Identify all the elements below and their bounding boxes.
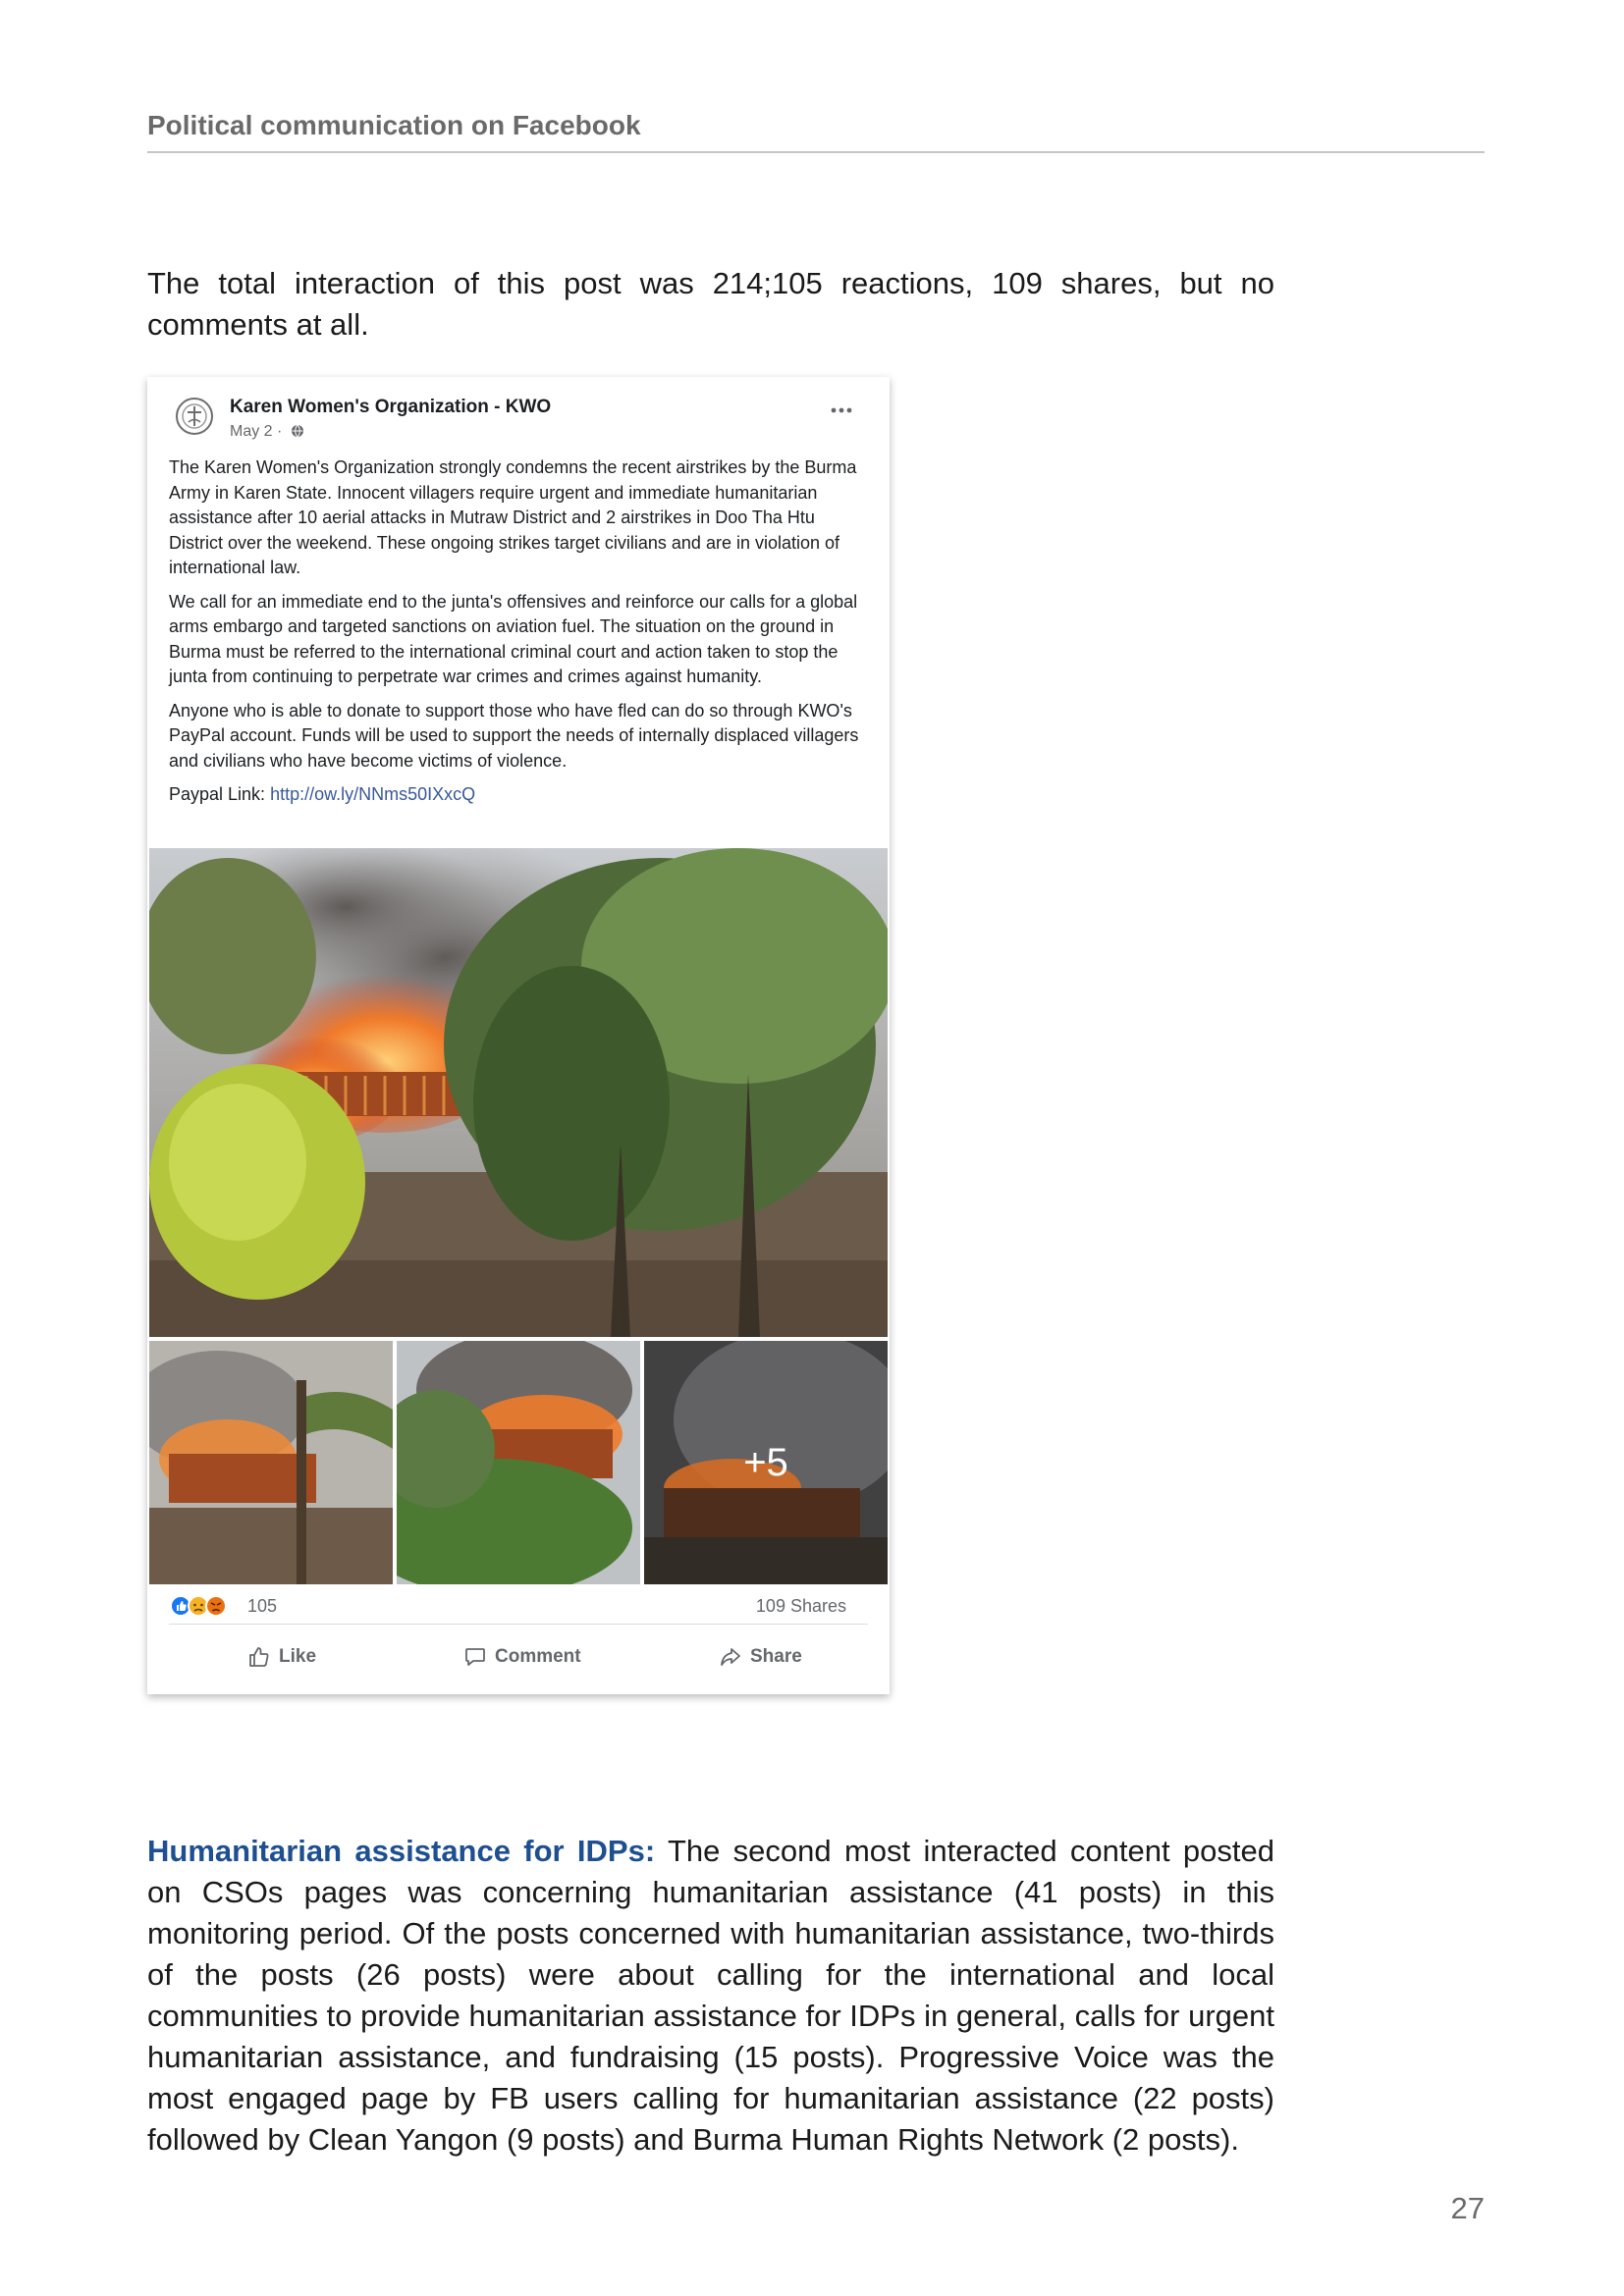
more-photos-overlay[interactable]: +5: [644, 1341, 888, 1584]
intro-paragraph: The total interaction of this post was 214;105 reactions, 109 shares, but no comments at all.: [147, 266, 1274, 342]
post-actions: [169, 1635, 868, 1679]
comment-icon: [463, 1645, 487, 1669]
post-paragraph: We call for an immediate end to the junta's offensives and reinforce our calls for a global arms embargo and targeted sanctions on aviation fuel. The situation on the ground in Burma must be referred to the international criminal court and action taken to stop the junta from continuing to perpetrate war crimes and crimes against humanity.: [169, 591, 858, 686]
globe-icon: [291, 424, 304, 438]
like-icon: [247, 1645, 271, 1669]
main-photo[interactable]: [149, 848, 888, 1337]
share-button[interactable]: [719, 1641, 802, 1673]
reaction-count[interactable]: 105: [247, 1596, 278, 1616]
section-lead: Humanitarian assistance for IDPs:: [147, 1834, 656, 1868]
reaction-icons[interactable]: [169, 1594, 240, 1618]
share-count[interactable]: 109 Shares: [755, 1596, 846, 1616]
body-paragraph: [147, 1831, 1274, 2161]
section-text: The second most interacted content posted on CSOs pages was concerning humanitarian assistance (41 posts) in this monitoring period. Of the posts concerned with humanitarian assistance, two-thirds of the posts (26 posts) were about calling for the international and local communities to provide humanitarian assistance for IDPs in general, calls for urgent humanitarian assistance, and fundraising (15 posts). Progressive Voice was the most engaged page by FB users calling for humanitarian assistance (22 posts) followed by Clean Yangon (9 posts) and Burma Human Rights Network (2 posts).: [147, 1834, 1275, 2157]
thumbnail-photo[interactable]: [149, 1341, 393, 1584]
like-button[interactable]: [247, 1641, 316, 1673]
post-text: [169, 455, 868, 817]
post-date[interactable]: [230, 423, 304, 441]
thumbnail-photo[interactable]: [397, 1341, 640, 1584]
paypal-link[interactable]: http://ow.ly/NNms50IXxcQ: [270, 784, 476, 804]
share-icon: [719, 1645, 742, 1669]
post-page-name[interactable]: Karen Women's Organization - KWO: [230, 397, 552, 417]
post-stats: [169, 1592, 868, 1625]
share-label: Share: [750, 1646, 802, 1667]
post-header: [147, 377, 890, 446]
facebook-post-screenshot: [147, 377, 890, 1694]
comment-label: Comment: [495, 1646, 581, 1667]
more-options-icon[interactable]: [827, 400, 856, 420]
post-date-text: May 2 ·: [230, 423, 283, 440]
running-header: Political communication on Facebook: [147, 110, 1485, 153]
paypal-link-label: Paypal Link:: [169, 784, 266, 804]
page-number: 27: [1450, 2191, 1485, 2225]
kwo-logo-icon: [175, 397, 214, 436]
like-label: Like: [279, 1646, 317, 1667]
comment-button[interactable]: [463, 1641, 581, 1673]
paypal-link-row: [169, 782, 868, 808]
post-paragraph: Anyone who is able to donate to support those who have fled can do so through KWO's PayPal account. Funds will be used to support the needs of internally displaced villagers and civilians who have become victims of violence.: [169, 700, 859, 771]
post-paragraph: The Karen Women's Organization strongly condemns the recent airstrikes by the Burma Army in Karen State. Innocent villagers require urgent and immediate humanitarian assistance after 10 aerial attacks in Mutraw District and 2 airstrikes in Doo Tha Htu District over the weekend. These ongoing strikes target civilians and are in violation of international law.: [169, 457, 857, 577]
